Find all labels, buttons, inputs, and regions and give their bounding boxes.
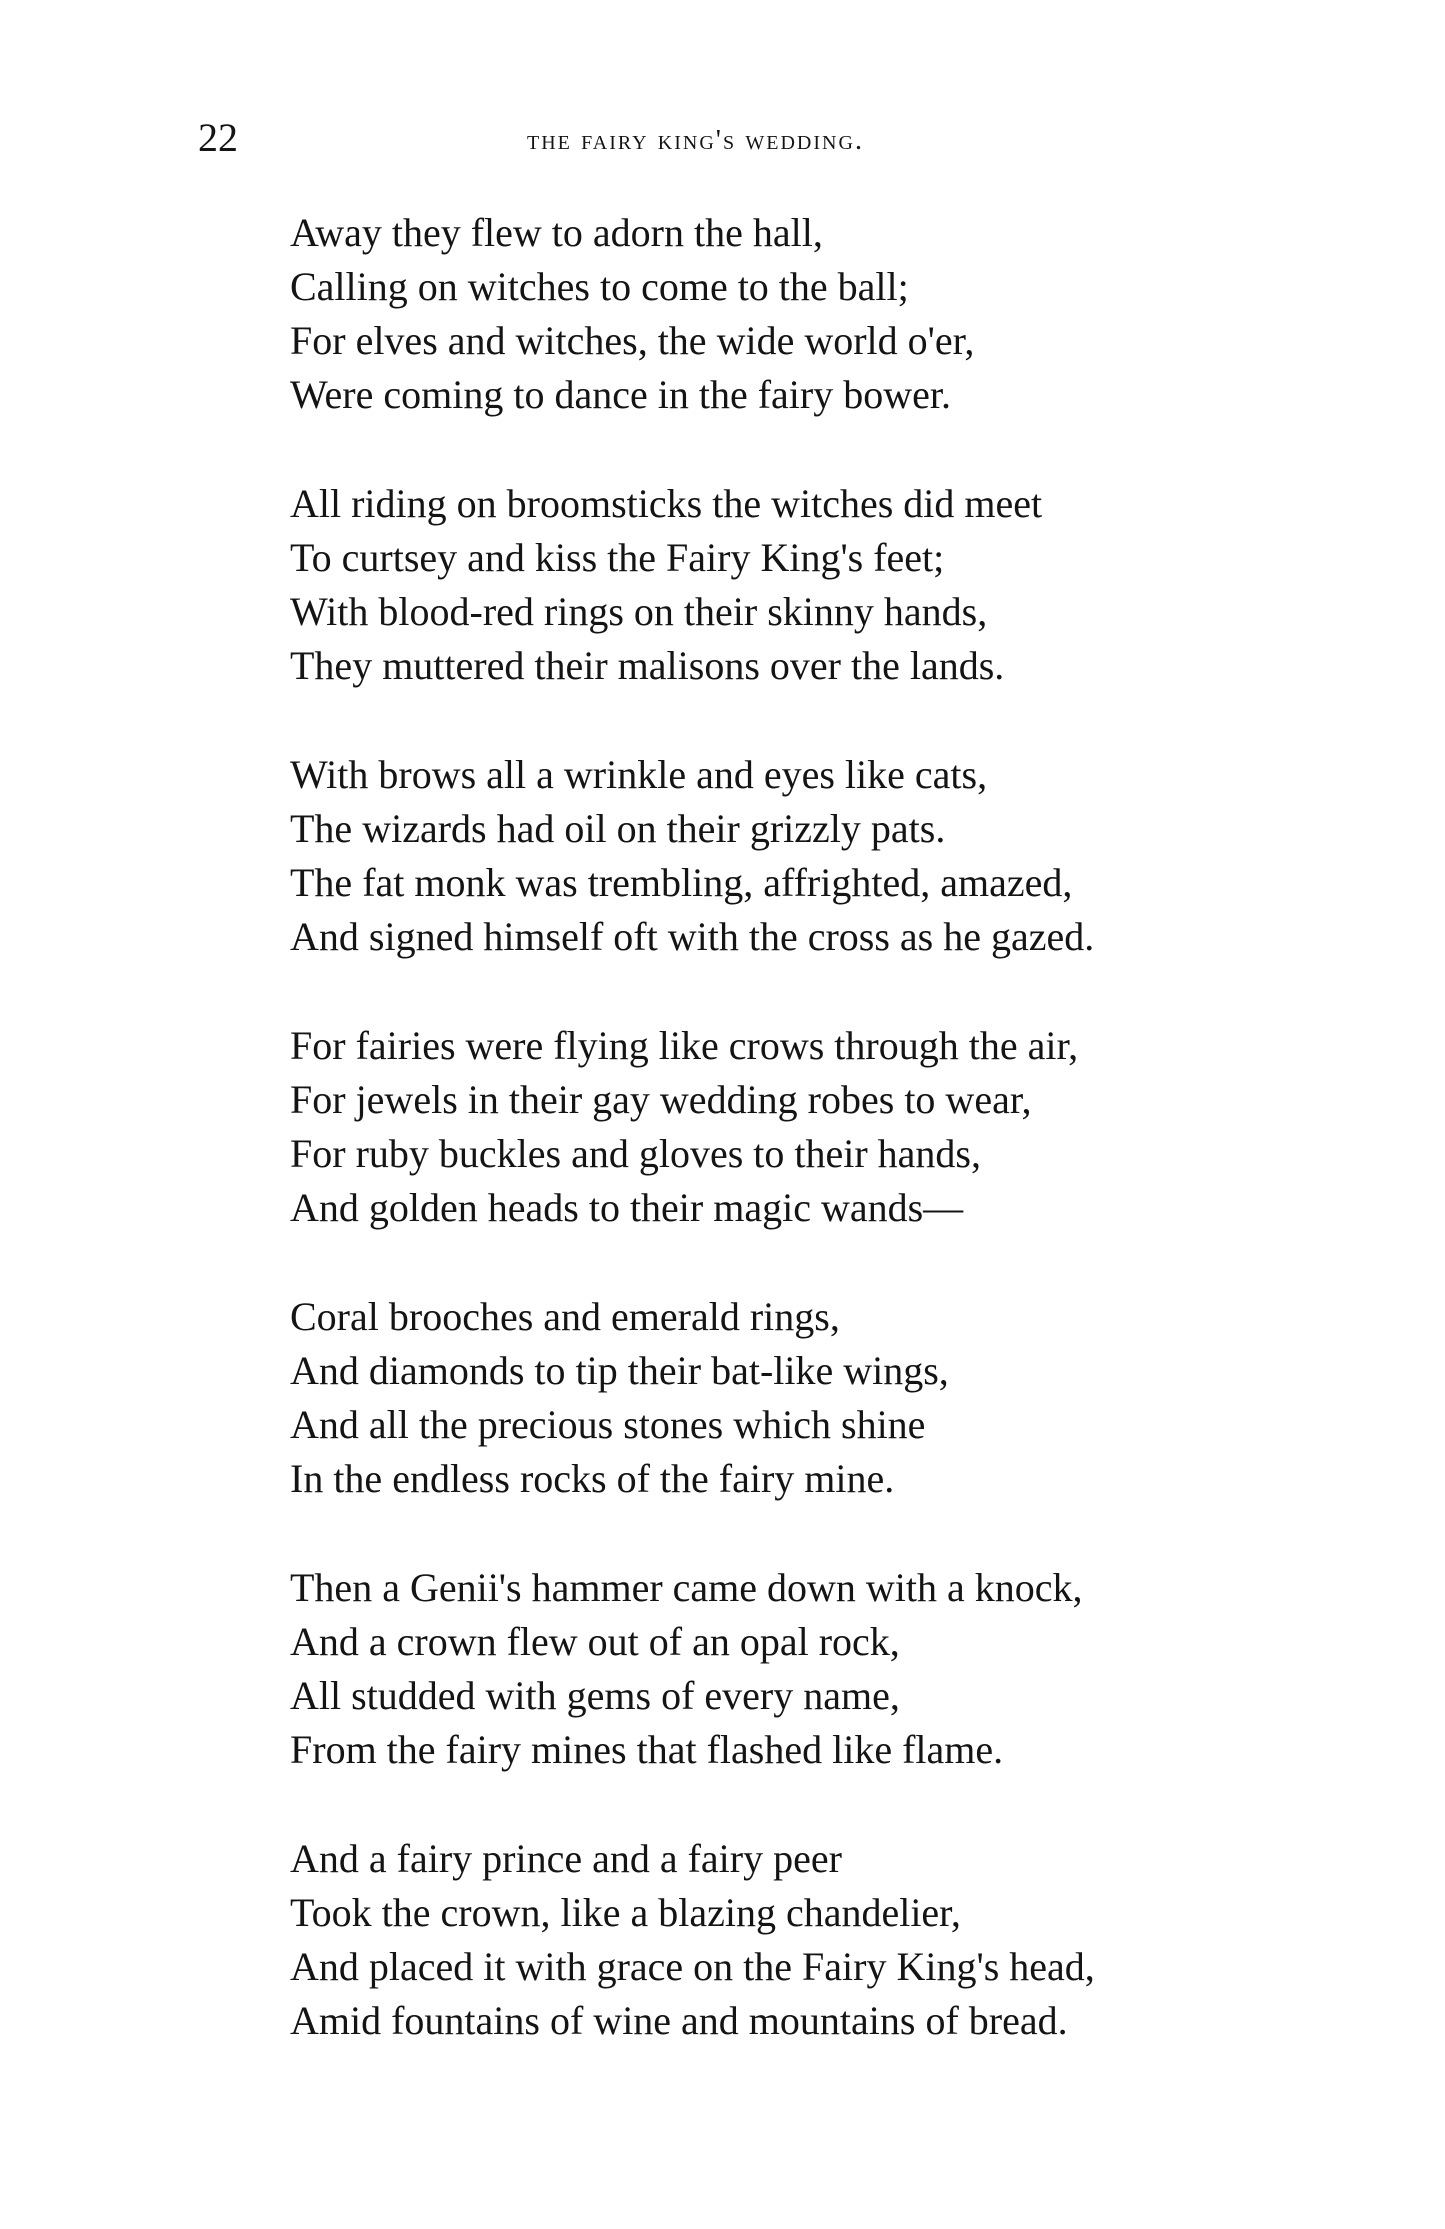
poem-line: For ruby buckles and gloves to their hands, [290,1131,981,1176]
poem-line: For fairies were flying like crows through the air, [290,1023,1079,1068]
poem-line: Then a Genii's hammer came down with a knock, [290,1565,1083,1610]
poem-line: Calling on witches to come to the ball; [290,264,909,309]
poem-line: For jewels in their gay wedding robes to wear, [290,1077,1032,1122]
poem-line: The wizards had oil on their grizzly pats. [290,806,946,851]
poem-line: And a fairy prince and a fairy peer [290,1836,842,1881]
poem-line: And golden heads to their magic wands— [290,1185,964,1230]
poem-line: With blood-red rings on their skinny hands, [290,589,988,634]
running-head: the fairy king's wedding. [527,124,865,156]
poem-line: They muttered their malisons over the lands. [290,643,1005,688]
poem-line: All riding on broomsticks the witches did meet [290,481,1043,526]
poem-line: To curtsey and kiss the Fairy King's feet; [290,535,945,580]
poem-line: Coral brooches and emerald rings, [290,1294,840,1339]
poem-line: All studded with gems of every name, [290,1673,900,1718]
stanza [290,1561,1370,1777]
poem-line: Were coming to dance in the fairy bower. [290,372,951,417]
poem-line: Took the crown, like a blazing chandelier, [290,1890,961,1935]
poem-line: From the fairy mines that flashed like flame. [290,1727,1004,1772]
poem-line: In the endless rocks of the fairy mine. [290,1456,895,1501]
poem-line: The fat monk was trembling, affrighted, amazed, [290,860,1073,905]
stanza [290,1832,1370,2048]
poem-line: And a crown flew out of an opal rock, [290,1619,900,1664]
stanza [290,477,1370,693]
poem-line: For elves and witches, the wide world o'er, [290,318,975,363]
stanza [290,206,1370,422]
poem-line: With brows all a wrinkle and eyes like cats, [290,752,988,797]
page-number: 22 [198,115,238,160]
stanza [290,1019,1370,1235]
stanza [290,1290,1370,1506]
poem [290,206,1370,2103]
poem-line: And signed himself oft with the cross as he gazed. [290,914,1095,959]
poem-line: And all the precious stones which shine [290,1402,926,1447]
poem-line: And placed it with grace on the Fairy King's head, [290,1944,1095,1989]
poem-line: Away they flew to adorn the hall, [290,210,823,255]
poem-line: Amid fountains of wine and mountains of bread. [290,1998,1068,2043]
poem-line: And diamonds to tip their bat-like wings, [290,1348,949,1393]
stanza [290,748,1370,964]
